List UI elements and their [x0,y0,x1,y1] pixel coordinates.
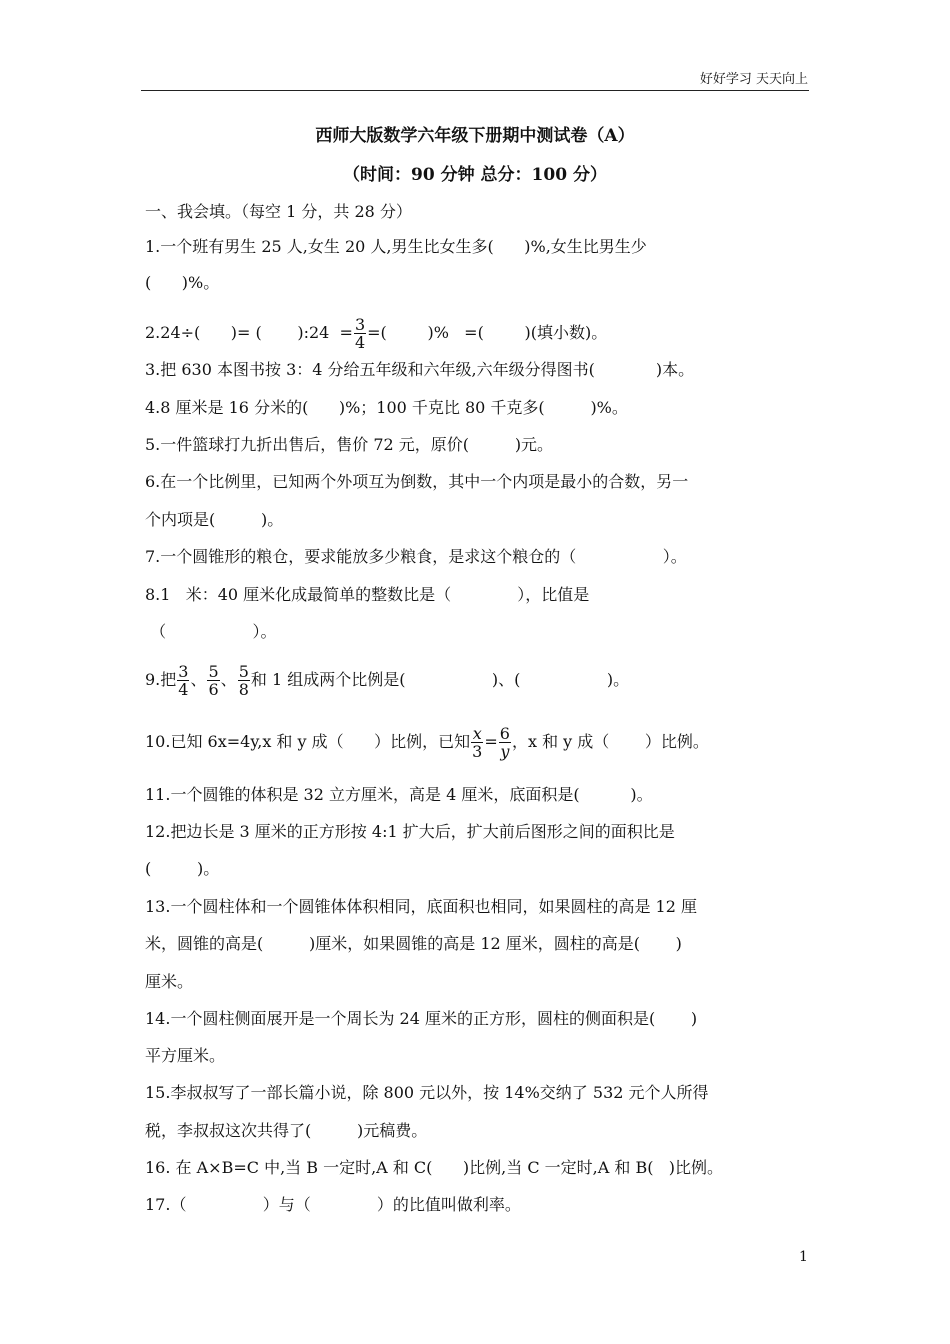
fraction: $\frac{5}{6}$ [208,662,219,699]
question-6-line-1: 6.在一个比例里，已知两个外项互为倒数，其中一个内项是最小的合数，另一 [145,472,689,491]
question-2-text-b: =( )% =( )(填小数)。 [367,323,608,342]
question-2 [145,316,607,351]
question-10: 10.已知 6x=4y,x 和 y 成（ ）比例，已知 $\frac{x}{3}$ = $\frac{6}{y}$ ，x 和 y 成（ ）比例。 [145,724,709,761]
exam-info: （时间：90 分钟 总分：100 分） [343,165,607,185]
question-12-line-1: 12.把边长是 3 厘米的正方形按 4:1 扩大后，扩大前后图形之间的面积比是 [145,822,675,841]
section-heading: 一、我会填。（每空 1 分，共 28 分） [145,202,412,221]
question-9: 9.把 $\frac{3}{4}$ 、 $\frac{5}{6}$ 、 $\frac{5}{8}$ 和 1 组成两个比例是( )、( )。 [145,662,630,699]
question-13-line-2: 米，圆锥的高是( )厘米，如果圆锥的高是 12 厘米，圆柱的高是( ) [145,934,682,953]
fraction: $\frac{3}{4}$ [178,662,189,699]
question-17: 17.（ ）与（ ）的比值叫做利率。 [145,1195,521,1214]
fraction: $\frac{3}{4}$ [354,315,366,352]
question-5: 5.一件篮球打九折出售后，售价 72 元，原价( )元。 [145,435,554,454]
fraction: $\frac{5}{8}$ [238,662,249,699]
header-motto: 好好学习 天天向上 [699,72,808,87]
question-11: 11.一个圆锥的体积是 32 立方厘米，高是 4 厘米，底面积是( )。 [145,785,653,804]
question-13-line-1: 13.一个圆柱体和一个圆锥体体积相同，底面积也相同，如果圆柱的高是 12 厘 [145,897,697,916]
question-6-line-2: 个内项是( )。 [145,510,284,529]
question-15-line-2: 税，李叔叔这次共得了( )元稿费。 [145,1121,428,1140]
question-15-line-1: 15.李叔叔写了一部长篇小说，除 800 元以外，按 14%交纳了 532 元个人所得 [145,1083,709,1102]
question-8-line-1: 8.1 米：40 厘米化成最简单的整数比是（ ），比值是 [145,585,590,604]
header-divider [141,90,809,91]
question-2-text-a: 2.24÷( )= ( ):24 = [145,323,353,342]
question-14-line-1: 14.一个圆柱侧面展开是一个周长为 24 厘米的正方形，圆柱的侧面积是( ) [145,1009,698,1028]
page-number: 1 [799,1249,808,1265]
question-16: 16. 在 A×B=C 中,当 B 一定时,A 和 C( )比例,当 C 一定时,A 和 B( )比例。 [145,1158,723,1177]
page-title: 西师大版数学六年级下册期中测试卷（A） [315,126,635,146]
fraction: $\frac{6}{y}$ [499,724,510,761]
question-1-line-2: ( )%。 [145,273,220,292]
question-4: 4.8 厘米是 16 分米的( )%；100 千克比 80 千克多( )%。 [145,398,628,417]
question-8-line-2: （ ）。 [145,622,277,641]
question-3: 3.把 630 本图书按 3：4 分给五年级和六年级,六年级分得图书( )本。 [145,360,695,379]
question-12-line-2: ( )。 [145,859,220,878]
question-7: 7.一个圆锥形的粮仓，要求能放多少粮食，是求这个粮仓的（ ）。 [145,547,687,566]
question-1-line-1: 1.一个班有男生 25 人,女生 20 人,男生比女生多( )%,女生比男生少 [145,237,647,256]
fraction: $\frac{x}{3}$ [472,724,483,761]
question-14-line-2: 平方厘米。 [145,1046,226,1065]
question-13-line-3: 厘米。 [145,972,194,991]
